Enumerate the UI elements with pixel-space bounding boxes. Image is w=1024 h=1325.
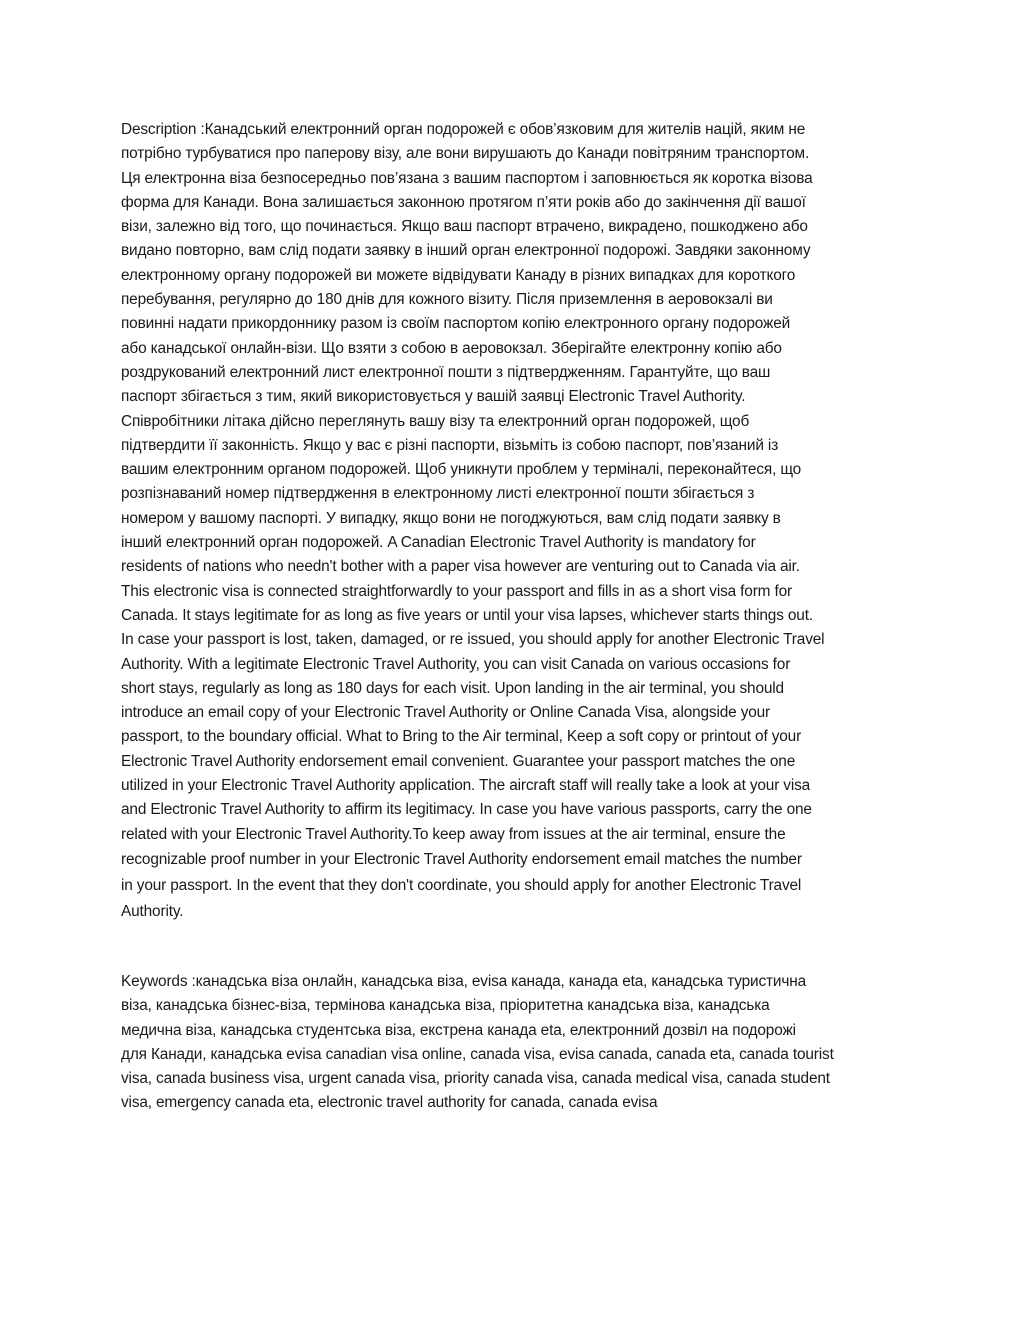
keywords-paragraph [121,970,903,1116]
description-line: видано повторно, вам слід подати заявку в інший орган електронної подорожі. Завдяки законному [121,242,811,260]
description-line: in your passport. In the event that they don't coordinate, you should apply for another Electronic Travel [121,877,802,895]
description-line: introduce an email copy of your Electronic Travel Authority or Online Canada Visa, alongside your [121,704,771,722]
description-line: recognizable proof number in your Electronic Travel Authority endorsement email matches the number [121,851,802,869]
description-line: Electronic Travel Authority endorsement email convenient. Guarantee your passport matches the one [121,752,796,770]
description-line: візи, залежно від того, що починається. Якщо ваш паспорт втрачено, викрадено, пошкоджено або [121,218,808,236]
keywords-line: visa, emergency canada eta, electronic travel authority for canada, canada evisa [121,1094,658,1112]
description-line: підтвердити її законність. Якщо у вас є різні паспорти, візьміть із собою паспорт, пов’язаний із [121,436,779,454]
description-line: residents of nations who needn't bother with a paper visa however are venturing out to Canada via air. [121,558,800,576]
description-line: електронному органу подорожей ви можете відвідувати Канаду в різних випадках для короткого [121,266,796,284]
description-line: and Electronic Travel Authority to affirm its legitimacy. In case you have various passports, carry the one [121,801,812,819]
description-line: перебування, регулярно до 180 днів для кожного візиту. Після приземлення в аеровокзалі ви [121,291,773,309]
keywords-line: для Канади, канадська evisa canadian visa online, canada visa, evisa canada, canada eta, canada tourist [121,1045,834,1063]
description-line: вашим електронним органом подорожей. Щоб уникнути проблем у терміналі, переконайтеся, що [121,461,802,479]
description-line: short stays, regularly as long as 180 days for each visit. Upon landing in the air terminal, you should [121,679,784,697]
description-line: In case your passport is lost, taken, damaged, or re issued, you should apply for another Electronic Travel [121,631,825,649]
description-line: Ця електронна віза безпосередньо пов’язана з вашим паспортом і заповнюється як коротка візова [121,169,813,187]
description-line: Authority. [121,903,184,920]
description-line: паспорт збігається з тим, який використовується у вашій заявці Electronic Travel Authority. [121,388,746,406]
description-line: роздрукований електронний лист електронної пошти з підтвердженням. Гарантуйте, що ваш [121,363,771,381]
description-line: розпізнаваний номер підтвердження в електронному листі електронної пошти збігається з [121,485,755,503]
description-line: форма для Канади. Вона залишається законною протягом п’яти років або до закінчення дії вашої [121,193,806,211]
description-line: номером у вашому паспорті. У випадку, якщо вони не погоджуються, вам слід подати заявку в [121,509,781,527]
description-line: Authority. With a legitimate Electronic Travel Authority, you can visit Canada on various occasions for [121,655,791,673]
description-line: Співробітники літака дійсно переглянуть вашу візу та електронний орган подорожей, щоб [121,412,750,430]
description-line: інший електронний орган подорожей. A Canadian Electronic Travel Authority is mandatory for [121,534,756,552]
keywords-line: Keywords :канадська віза онлайн, канадська віза, evisa канада, канада eta, канадська туристична [121,973,807,990]
description-line: Canada. It stays legitimate for as long as five years or until your visa lapses, whichever starts things out. [121,606,813,624]
keywords-line: visa, canada business visa, urgent canada visa, priority canada visa, canada medical visa, canada student [121,1070,830,1088]
description-line: This electronic visa is connected straightforwardly to your passport and fills in as a short visa form for [121,582,792,600]
keywords-line: віза, канадська бізнес-віза, термінова канадська віза, пріоритетна канадська віза, канадська [121,997,770,1015]
description-line: або канадської онлайн-візи. Що взяти з собою в аеровокзал. Зберігайте електронну копію або [121,339,782,357]
description-line: related with your Electronic Travel Authority.To keep away from issues at the air terminal, ensure the [121,825,786,843]
description-paragraph [121,118,903,924]
keywords-line: медична віза, канадська студентська віза, екстрена канада eta, електронний дозвіл на подорожі [121,1021,796,1039]
description-line: повинні надати прикордоннику разом із своїм паспортом копію електронного органу подорожей [121,315,791,333]
description-line: Description :Канадський електронний орган подорожей є обов’язковим для жителів націй, яким не [121,121,806,138]
description-line: passport, to the boundary official. What to Bring to the Air terminal, Keep a soft copy or printout of your [121,728,802,746]
description-line: потрібно турбуватися про паперову візу, але вони вирушають до Канади повітряним транспортом. [121,145,810,163]
description-line: utilized in your Electronic Travel Authority application. The aircraft staff will really take a look at your visa [121,777,811,795]
